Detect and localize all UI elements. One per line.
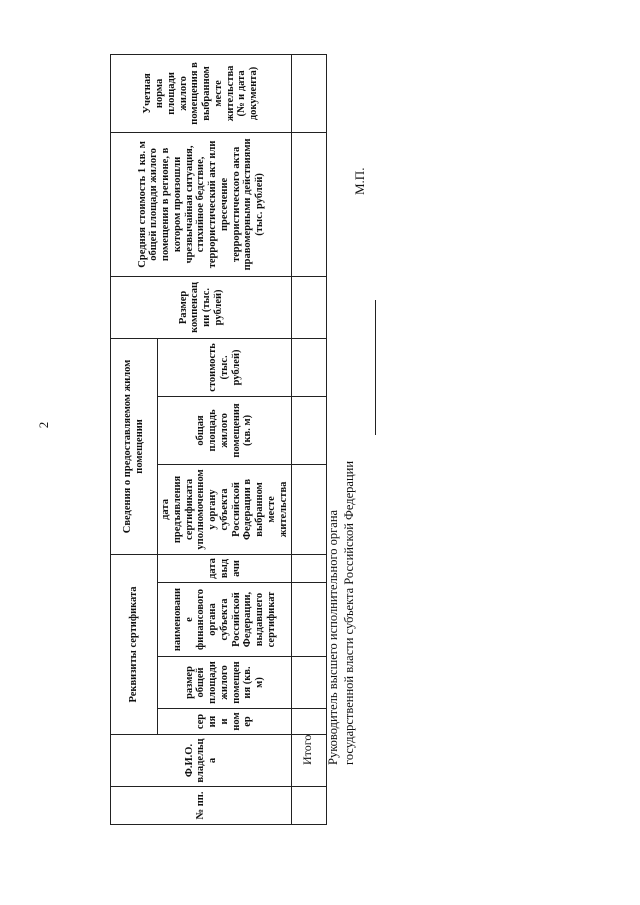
subheader-total-area: общая площадь жилого помещения (кв. м) — [158, 396, 292, 464]
signature-line — [375, 300, 376, 435]
table-cell — [292, 709, 327, 735]
header-number: № пп. — [111, 787, 292, 825]
header-average-cost: Средняя стоимость 1 кв. м общей площади жилого помещения в регионе, в котором произошли чрезвычайная ситуация, стихийное бедствие, террористический акт или пресечение террористического акта правомерными действиями (тыс. рублей) — [111, 132, 292, 276]
subheader-finance-body: наименование финансового органа субъекта Российской Федерации, выдавшего сертификат — [158, 583, 292, 657]
seal-mark: М.П. — [352, 167, 367, 195]
rotated-document-page — [10, 15, 590, 835]
table-cell — [292, 396, 327, 464]
subheader-issue-date: дата выдачи — [158, 554, 292, 582]
table-cell — [292, 276, 327, 338]
table-cell — [292, 338, 327, 396]
table-cell — [292, 132, 327, 276]
page-number: 2 — [36, 421, 51, 429]
header-owner: Ф.И.О. владельца — [111, 735, 292, 787]
total-label: Итого — [300, 734, 314, 765]
table-cell — [292, 787, 327, 825]
table-cell — [292, 464, 327, 554]
subheader-area: размер общей площади жилого помещения (кв. м) — [158, 657, 292, 709]
header-housing-info: Сведения о предоставляемом жилом помещении — [111, 338, 158, 554]
subheader-presentation-date: дата предъявления сертификата уполномоченному органу субъекта Российской Федерации в выбранном месте жительства — [158, 464, 292, 554]
signer-title-line-2: государственной власти субъекта Российской Федерации — [341, 460, 356, 765]
table-cell — [292, 657, 327, 709]
header-accounting-norm: Учетная норма площади жилого помещения в выбранном месте жительства (№ и дата документа) — [111, 54, 292, 132]
certificate-register-table — [110, 54, 327, 825]
header-certificate-requisites: Реквизиты сертификата — [111, 554, 158, 734]
table-cell — [292, 54, 327, 132]
signer-block — [326, 461, 357, 765]
subheader-cost: стоимость (тыс. рублей) — [158, 338, 292, 396]
signer-title-line-1: Руководитель высшего исполнительного органа — [326, 509, 340, 765]
subheader-series-number: серия и номер — [158, 709, 292, 735]
table-cell — [292, 583, 327, 657]
header-compensation: Размер компенсации (тыс. рублей) — [111, 276, 292, 338]
table-cell — [292, 554, 327, 582]
table-row — [292, 54, 327, 824]
